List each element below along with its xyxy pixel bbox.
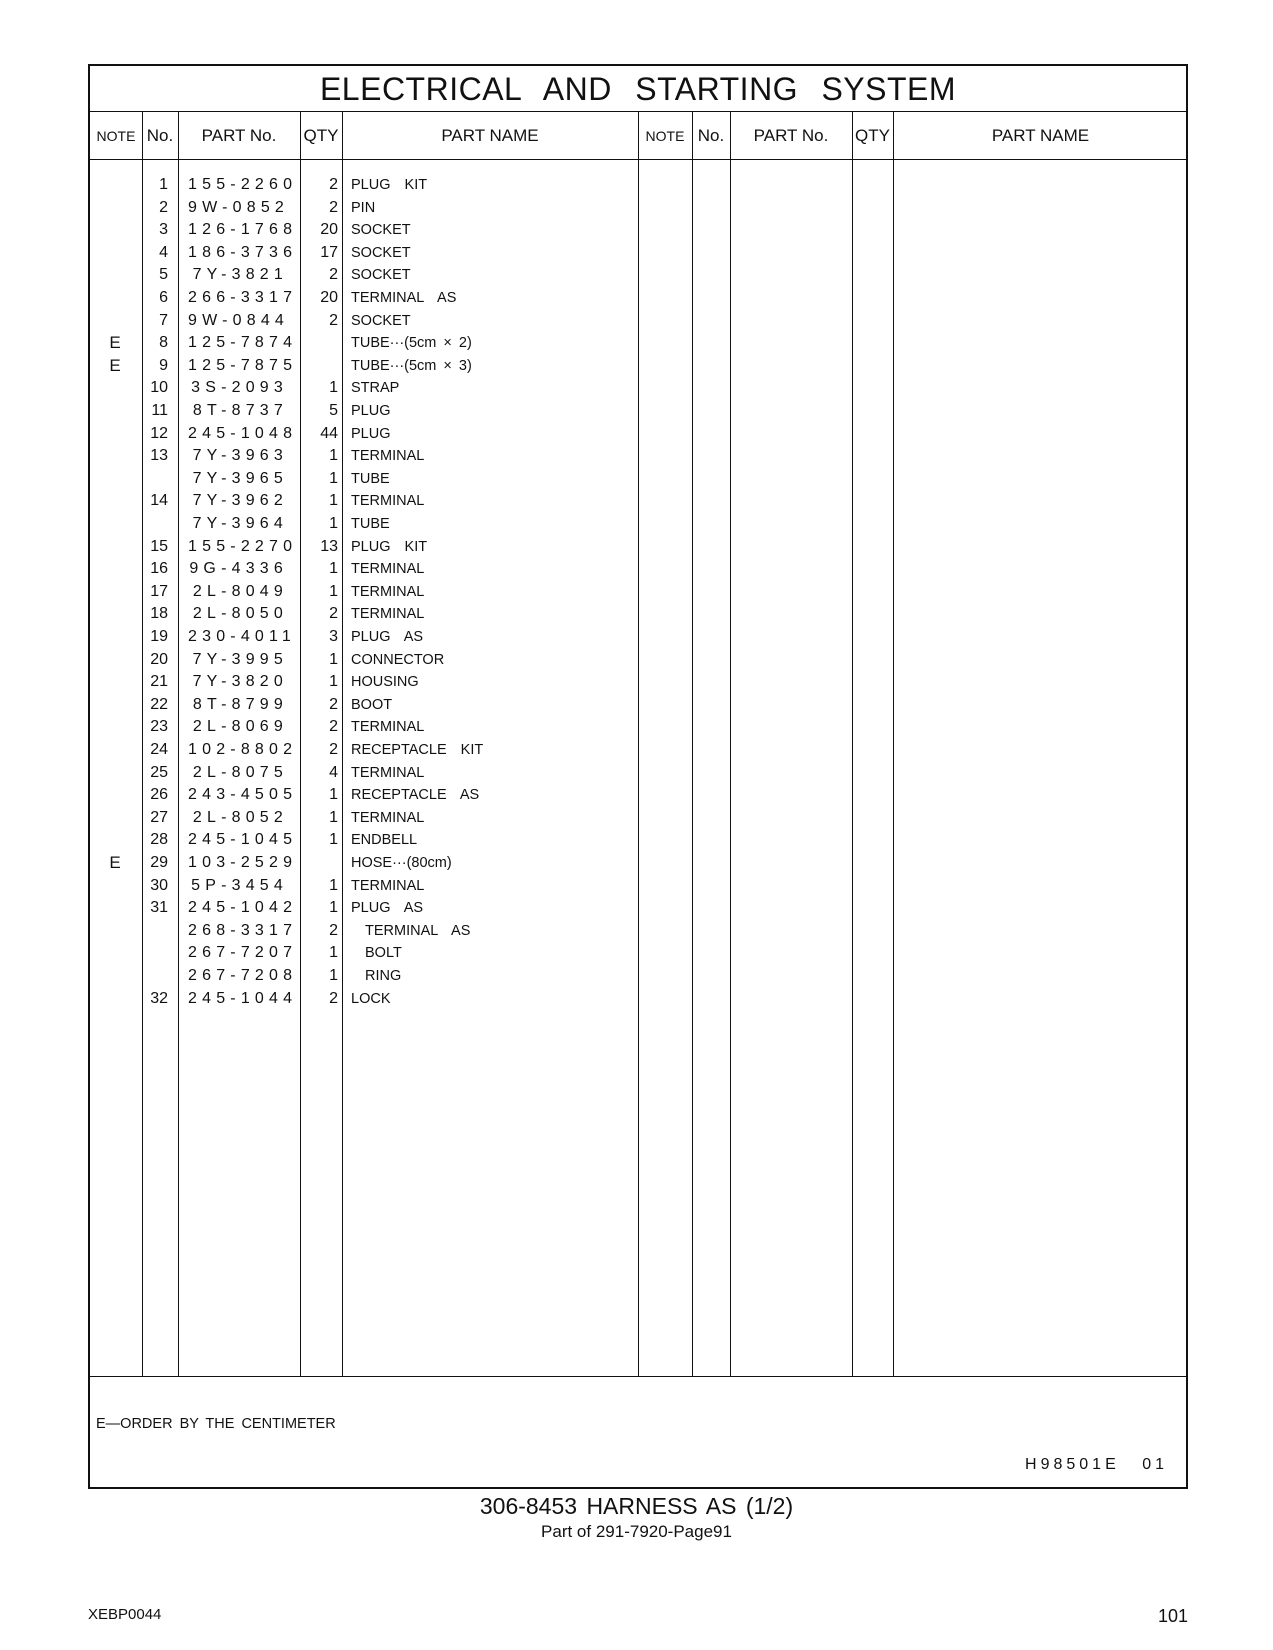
column-divider	[893, 112, 894, 1376]
row-no: 5	[159, 266, 168, 284]
row-part: 7Y-3820	[192, 673, 288, 691]
document-id: XEBP0044	[88, 1606, 162, 1623]
row-part: 7Y-3995	[192, 650, 288, 668]
row-note	[90, 762, 140, 784]
row-qty: 2	[329, 741, 338, 758]
row-part: 2L-8069	[192, 718, 288, 736]
row-note	[90, 174, 140, 196]
parts-list-frame	[88, 64, 1188, 1489]
footnote: E―ORDER BY THE CENTIMETER	[96, 1416, 336, 1432]
row-note	[90, 242, 140, 264]
header-partno-left: PART No.	[178, 112, 300, 160]
row-name: PLUG	[351, 425, 391, 442]
row-note	[90, 829, 140, 851]
row-name: PLUG AS	[351, 900, 424, 917]
header-partname-left: PART NAME	[342, 112, 638, 160]
row-name: TERMINAL	[351, 561, 425, 578]
row-qty: 2	[329, 176, 338, 193]
row-name: RECEPTACLE AS	[351, 787, 480, 804]
row-qty: 5	[329, 402, 338, 419]
column-divider	[730, 112, 731, 1376]
row-part: 2L-8075	[192, 763, 288, 781]
row-qty	[302, 332, 338, 354]
row-part: 243-4505	[188, 786, 298, 804]
row-qty: 2	[329, 266, 338, 284]
row-part: 9G-4336	[189, 560, 288, 578]
row-no: 14	[150, 492, 168, 510]
row-qty: 1	[329, 967, 338, 984]
row-note	[90, 784, 140, 806]
row-qty: 1	[329, 786, 338, 804]
row-qty: 1	[329, 560, 338, 578]
row-note	[90, 807, 140, 829]
row-name: SOCKET	[351, 244, 411, 261]
row-name: PLUG AS	[351, 629, 424, 645]
row-note	[90, 197, 140, 219]
row-no: 22	[150, 695, 168, 713]
column-divider	[178, 112, 179, 1376]
section-title: ELECTRICAL AND STARTING SYSTEM	[90, 66, 1186, 112]
row-qty: 2	[329, 311, 338, 329]
row-part: 245-1045	[188, 831, 298, 849]
row-note	[90, 445, 140, 467]
row-note: E	[109, 333, 121, 353]
row-qty: 44	[320, 424, 338, 442]
row-note	[90, 468, 140, 490]
row-no: 6	[159, 289, 168, 306]
row-note	[90, 875, 140, 897]
column-divider	[342, 112, 343, 1376]
row-part: 2L-8050	[192, 605, 288, 623]
header-no-left: No.	[142, 112, 178, 160]
row-qty: 2	[329, 695, 338, 713]
row-part: 103-2529	[188, 854, 298, 871]
row-note	[90, 264, 140, 286]
row-no: 25	[150, 763, 168, 781]
row-part: 2L-8052	[192, 808, 288, 826]
row-no: 2	[159, 198, 168, 216]
row-no: 16	[150, 560, 168, 578]
row-qty: 3	[329, 628, 338, 645]
row-name: TERMINAL	[351, 764, 425, 781]
row-name: TERMINAL	[351, 809, 425, 826]
row-note	[90, 965, 140, 987]
row-qty: 1	[329, 492, 338, 510]
column-divider	[852, 112, 853, 1376]
row-part: 9W-0852	[188, 198, 290, 216]
row-no: 21	[150, 673, 168, 691]
row-part: 268-3317	[188, 921, 298, 939]
row-qty: 2	[329, 718, 338, 736]
row-no: 11	[151, 402, 168, 419]
row-no: 7	[159, 311, 168, 329]
row-no: 30	[150, 876, 168, 894]
row-no: 12	[150, 424, 168, 442]
row-no: 31	[150, 899, 168, 917]
row-note	[90, 626, 140, 648]
row-part: 3S-2093	[191, 379, 288, 397]
row-part: 155-2260	[188, 176, 298, 193]
row-qty: 2	[329, 198, 338, 216]
row-note	[90, 694, 140, 716]
column-divider	[300, 112, 301, 1376]
row-name: TERMINAL	[351, 877, 425, 894]
row-part: 267-7208	[188, 967, 298, 984]
row-note	[90, 581, 140, 603]
row-name: ENDBELL	[351, 832, 418, 849]
row-no: 20	[150, 650, 168, 668]
row-note	[90, 377, 140, 399]
row-no: 24	[150, 741, 168, 758]
row-part: 7Y-3965	[192, 469, 288, 487]
row-qty	[302, 852, 338, 874]
row-part: 102-8802	[188, 741, 298, 758]
row-qty: 1	[329, 515, 338, 532]
row-note	[90, 897, 140, 919]
row-no: 3	[159, 221, 168, 239]
page-number: 101	[1157, 1606, 1188, 1626]
row-name: SOCKET	[351, 267, 411, 284]
row-name: STRAP	[351, 380, 400, 397]
row-name: TUBE	[351, 516, 390, 532]
row-name: TERMINAL	[351, 448, 425, 465]
header-qty-left: QTY	[300, 112, 342, 160]
row-note	[90, 671, 140, 693]
row-no: 28	[150, 831, 168, 849]
row-part: 125-7874	[188, 334, 298, 352]
row-part: 7Y-3963	[192, 447, 288, 465]
row-part: 267-7207	[188, 944, 298, 962]
column-divider	[638, 112, 639, 1376]
caption-title: 306-8453 HARNESS AS (1/2)	[479, 1493, 794, 1519]
row-name: HOSE···(80cm)	[351, 855, 452, 871]
row-qty: 1	[329, 582, 338, 600]
row-qty: 2	[329, 605, 338, 623]
row-qty: 20	[320, 289, 338, 306]
row-no: 10	[150, 379, 168, 397]
row-note	[90, 558, 140, 580]
row-qty: 1	[329, 469, 338, 487]
row-no: 29	[150, 854, 168, 871]
row-note	[90, 287, 140, 309]
row-qty: 1	[329, 650, 338, 668]
row-no: 26	[150, 786, 168, 804]
row-no: 8	[159, 334, 168, 352]
row-name: RING	[365, 968, 402, 984]
row-note	[90, 310, 140, 332]
row-no	[138, 920, 168, 942]
row-name: PLUG	[351, 403, 391, 419]
row-qty: 1	[329, 944, 338, 962]
table-bottom-rule	[90, 1376, 1186, 1377]
row-name: TUBE···(5cm × 2)	[351, 335, 472, 352]
row-note	[90, 219, 140, 241]
row-no: 9	[159, 356, 168, 374]
row-qty: 1	[329, 831, 338, 849]
row-name: HOUSING	[351, 674, 419, 691]
row-name: PLUG KIT	[351, 538, 428, 555]
row-qty: 1	[329, 379, 338, 397]
row-no	[138, 513, 168, 535]
row-name: RECEPTACLE KIT	[351, 742, 484, 758]
row-name: BOOT	[351, 696, 393, 713]
row-part: 8T-8799	[192, 695, 288, 713]
header-no-right: No.	[692, 112, 730, 160]
row-qty: 1	[329, 808, 338, 826]
row-name: TUBE···(5cm × 3)	[351, 357, 472, 374]
header-partname-right: PART NAME	[893, 112, 1188, 160]
row-qty: 2	[329, 921, 338, 939]
row-note	[90, 716, 140, 738]
row-name: TERMINAL AS	[351, 290, 457, 306]
row-qty: 1	[329, 447, 338, 465]
row-part: 9W-0844	[188, 311, 290, 329]
row-no: 15	[150, 537, 168, 555]
column-divider	[692, 112, 693, 1376]
row-part: 7Y-3964	[192, 515, 288, 532]
row-name: TUBE	[351, 470, 390, 487]
row-part: 186-3736	[188, 243, 298, 261]
caption-subtitle: Part of 291-7920-Page91	[541, 1522, 732, 1541]
row-qty: 1	[329, 899, 338, 917]
row-no: 19	[150, 628, 168, 645]
row-part: 245-1044	[188, 989, 298, 1007]
row-no: 27	[150, 808, 168, 826]
row-no	[138, 942, 168, 964]
row-note	[90, 739, 140, 761]
row-part: 126-1768	[188, 221, 298, 239]
row-no: 23	[150, 718, 168, 736]
row-name: PIN	[351, 199, 376, 216]
row-note	[90, 603, 140, 625]
row-name: LOCK	[351, 990, 391, 1007]
row-part: 7Y-3962	[192, 492, 288, 510]
header-qty-right: QTY	[852, 112, 893, 160]
row-note	[90, 423, 140, 445]
row-name: PLUG KIT	[351, 177, 428, 193]
header-note-left: NOTE	[90, 112, 142, 160]
row-part: 230-4011	[188, 628, 297, 645]
row-note: E	[109, 853, 121, 872]
row-note	[90, 490, 140, 512]
row-note	[90, 513, 140, 535]
row-note	[90, 536, 140, 558]
row-qty: 13	[320, 537, 338, 555]
row-note	[90, 988, 140, 1010]
row-no: 1	[159, 176, 168, 193]
row-no	[138, 965, 168, 987]
row-qty: 17	[320, 243, 338, 261]
header-partno-right: PART No.	[730, 112, 852, 160]
row-name: SOCKET	[351, 312, 411, 329]
row-name: BOLT	[365, 945, 402, 962]
row-no: 17	[150, 582, 168, 600]
row-no: 13	[150, 447, 168, 465]
row-note	[90, 649, 140, 671]
row-qty: 20	[320, 221, 338, 239]
row-name: SOCKET	[351, 222, 411, 239]
row-part: 125-7875	[188, 356, 298, 374]
row-part: 266-3317	[188, 289, 298, 306]
row-name: TERMINAL	[351, 493, 425, 510]
row-qty	[302, 355, 338, 377]
row-no: 32	[150, 989, 168, 1007]
row-note: E	[109, 355, 121, 375]
header-note-right: NOTE	[638, 112, 692, 160]
document-code: H98501E 01	[1025, 1456, 1168, 1473]
row-part: 155-2270	[188, 537, 298, 555]
row-no	[138, 468, 168, 490]
row-qty: 2	[329, 989, 338, 1007]
row-name: TERMINAL AS	[365, 922, 471, 939]
row-part: 8T-8737	[192, 402, 288, 419]
row-part: 7Y-3821	[192, 266, 288, 284]
row-no: 4	[159, 243, 168, 261]
row-name: TERMINAL	[351, 606, 425, 623]
row-note	[90, 942, 140, 964]
row-qty: 1	[329, 876, 338, 894]
row-note	[90, 920, 140, 942]
row-name: CONNECTOR	[351, 651, 445, 668]
row-part: 2L-8049	[192, 582, 288, 600]
row-part: 245-1048	[188, 424, 298, 442]
row-no: 18	[150, 605, 168, 623]
row-part: 245-1042	[188, 899, 298, 917]
row-note	[90, 400, 140, 422]
row-name: TERMINAL	[351, 583, 425, 600]
row-part: 5P-3454	[191, 876, 288, 894]
row-qty: 4	[329, 763, 338, 781]
row-qty: 1	[329, 673, 338, 691]
row-name: TERMINAL	[351, 719, 425, 736]
